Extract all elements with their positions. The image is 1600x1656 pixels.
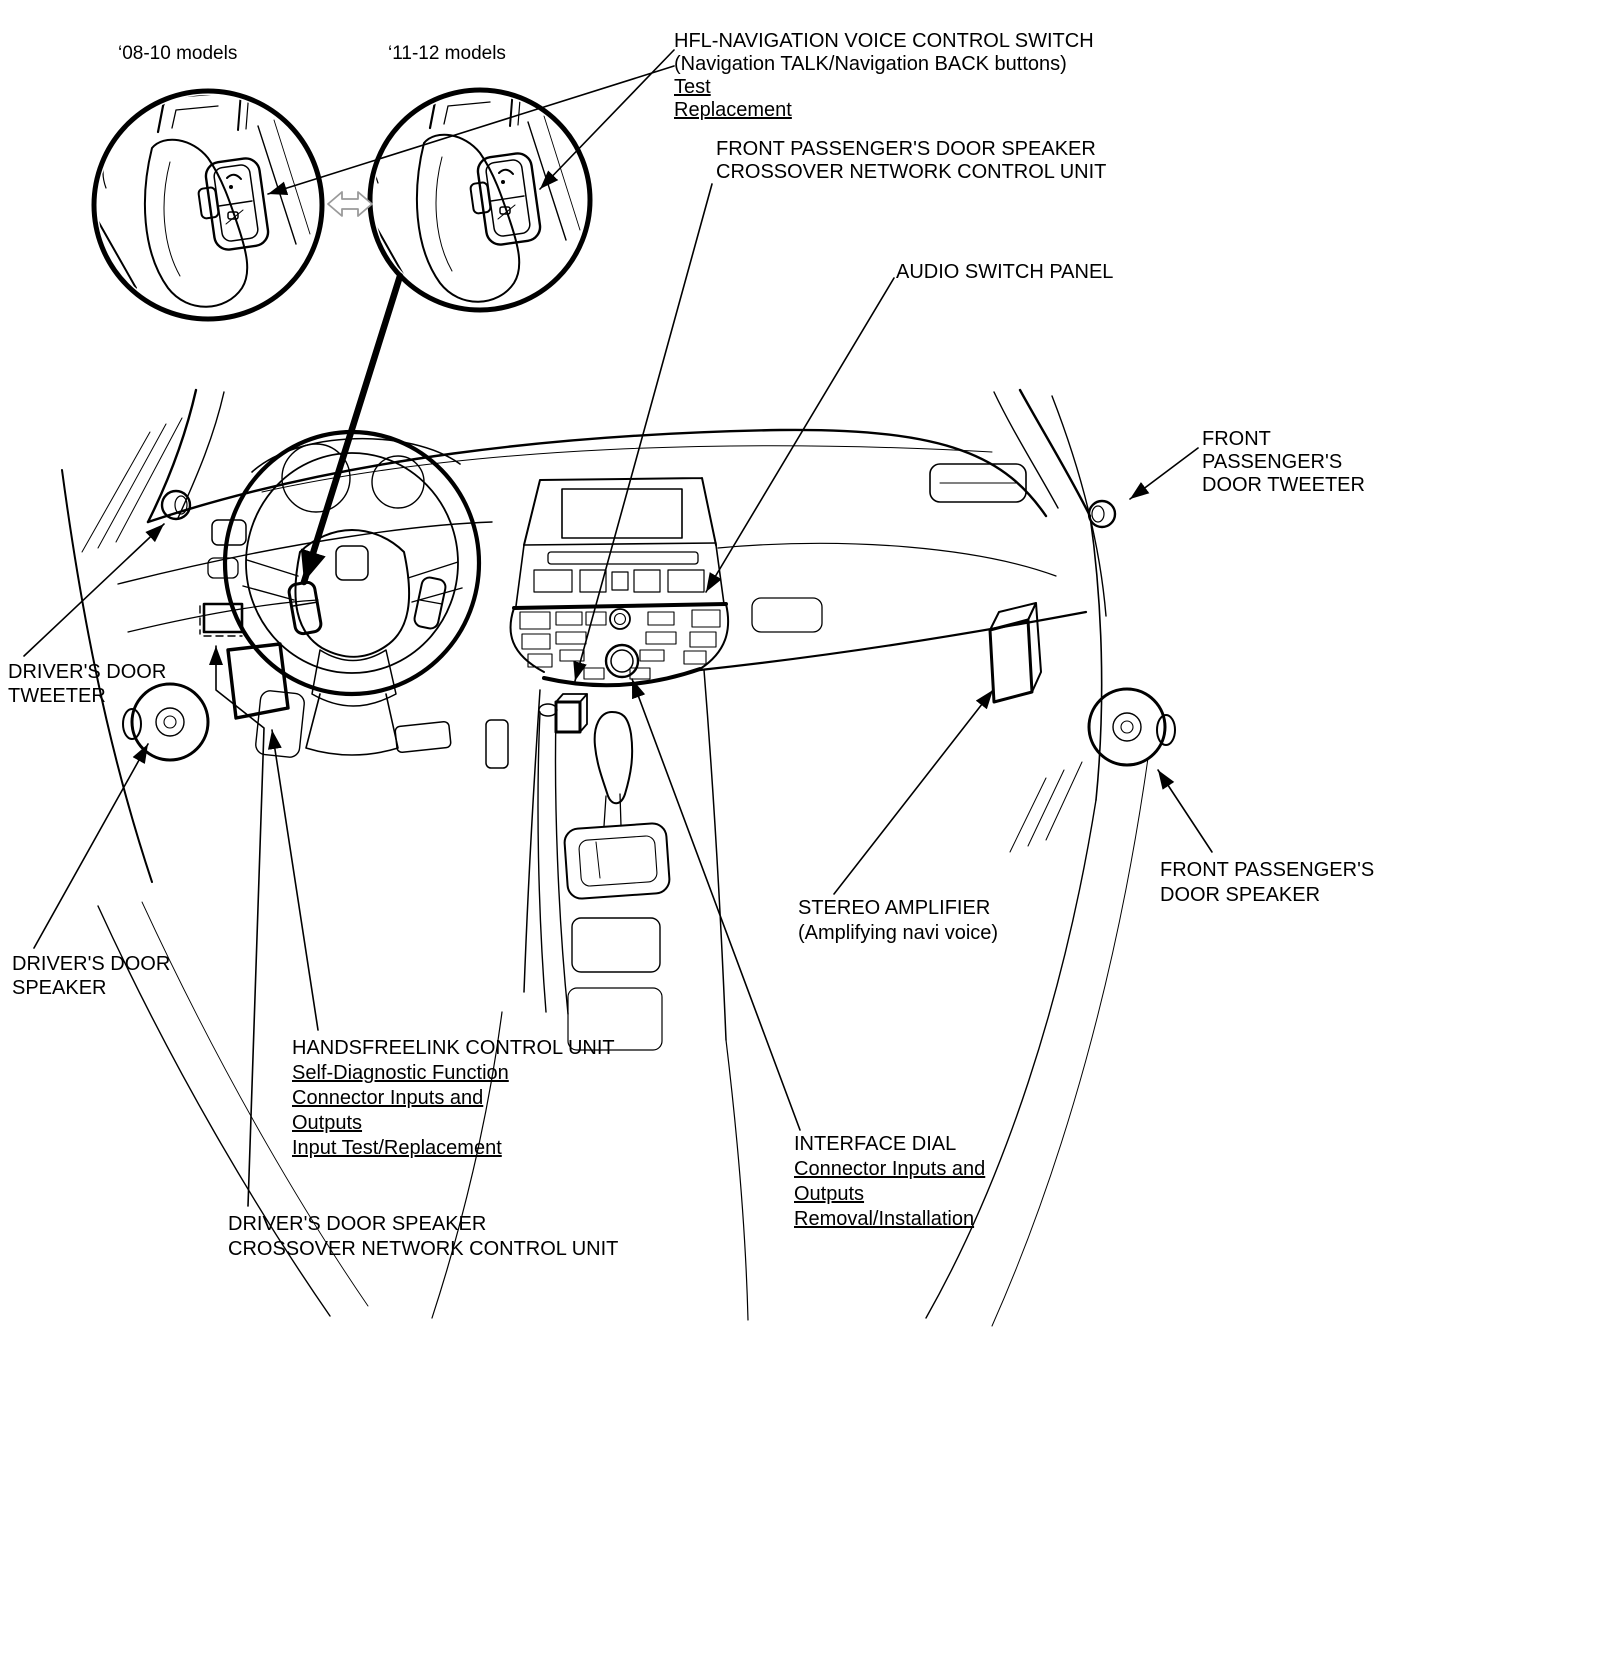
- passenger-dash-vent: [930, 464, 1026, 502]
- audio-switch-panel: [510, 604, 728, 685]
- leader-fp-tweeter: [1130, 448, 1198, 499]
- interface-dial-title: INTERFACE DIAL: [794, 1133, 957, 1155]
- brake-pedal: [395, 721, 451, 753]
- shift-gate: [564, 823, 671, 900]
- fp-crossover-network-control-unit-box: [556, 694, 587, 732]
- driver-door-tweeter: [162, 491, 190, 519]
- hfl-label-block: [674, 30, 1094, 122]
- interface-dial: [606, 645, 638, 677]
- dial-link-removal[interactable]: Removal/Installation: [794, 1208, 975, 1230]
- inset-label-1112: ‘11-12 models: [388, 43, 506, 64]
- fp-crossover-label: FRONT PASSENGER'S DOOR SPEAKER CROSSOVER NETWORK CONTROL UNIT: [716, 138, 1107, 183]
- driver-side-components: [123, 491, 288, 760]
- leader-interface-dial: [632, 679, 800, 1130]
- center-stack: [510, 478, 728, 732]
- leader-stereo-amplifier: [834, 690, 993, 894]
- talk-icon: [499, 170, 513, 184]
- inset-label-0810: ‘08-10 models: [118, 43, 238, 64]
- fp-speaker-label: FRONT PASSENGER'S DOOR SPEAKER: [1160, 859, 1375, 906]
- steering-wheel: [225, 432, 479, 755]
- leader-hfl-to-1112-inset: [540, 50, 674, 189]
- console-tray: [572, 918, 660, 972]
- interface-dial-label-block: [794, 1132, 985, 1232]
- passenger-side-components: [990, 501, 1175, 765]
- audio-switch-panel-label: AUDIO SWITCH PANEL: [896, 261, 1114, 283]
- voice-switch-0810: [198, 157, 270, 252]
- accelerator-pedal: [486, 720, 508, 768]
- handsfreelink-label-block: [292, 1036, 615, 1161]
- stereo-amplifier-label: STEREO AMPLIFIER (Amplifying navi voice): [798, 897, 999, 944]
- hfl-title: HFL-NAVIGATION VOICE CONTROL SWITCH: [674, 30, 1094, 52]
- double-arrow-icon: [328, 192, 372, 216]
- knee-panel: [255, 690, 305, 758]
- hfl-link-connector-inputs[interactable]: Connector Inputs and: [292, 1087, 484, 1109]
- dial-link-outputs[interactable]: Outputs: [794, 1183, 865, 1205]
- hfl-subtitle: (Navigation TALK/Navigation BACK buttons): [674, 53, 1067, 75]
- hfl-link-replacement[interactable]: Replacement: [674, 99, 792, 121]
- vent-cd-buttons: [534, 570, 704, 592]
- talk-icon: [227, 175, 241, 189]
- driver-tweeter-label: DRIVER'S DOOR TWEETER: [8, 661, 167, 707]
- inset-08-10-steering-closeup: [94, 91, 322, 319]
- hfl-link-test[interactable]: Test: [674, 76, 711, 98]
- leader-driver-tweeter: [24, 524, 164, 656]
- dash-pocket: [752, 598, 822, 632]
- leader-driver-speaker: [34, 744, 148, 948]
- handsfreelink-title: HANDSFREELINK CONTROL UNIT: [292, 1037, 615, 1059]
- back-icon: [498, 205, 515, 219]
- hfl-link-self-diagnostic[interactable]: Self-Diagnostic Function: [292, 1062, 509, 1084]
- stereo-amplifier-box: [990, 603, 1041, 702]
- dial-link-connector-inputs[interactable]: Connector Inputs and: [794, 1158, 986, 1180]
- steering-badge: [336, 546, 368, 580]
- leader-audio-switch-panel: [706, 278, 894, 592]
- center-console: [524, 670, 726, 1050]
- inset-circle-0810: [94, 91, 322, 319]
- voice-switch-1112: [470, 152, 542, 247]
- hfl-link-outputs[interactable]: Outputs: [292, 1112, 363, 1134]
- fp-tweeter-label: FRONT PASSENGER'S DOOR TWEETER: [1202, 428, 1365, 496]
- audio-knob: [610, 609, 630, 629]
- back-icon: [226, 210, 243, 224]
- hfl-navigation-voice-control-switch: [288, 581, 322, 635]
- hfl-link-input-test[interactable]: Input Test/Replacement: [292, 1137, 502, 1159]
- driver-speaker-label: DRIVER'S DOOR SPEAKER: [12, 953, 171, 999]
- leader-hfl-to-0810-inset: [268, 66, 674, 194]
- shift-lever: [595, 712, 633, 826]
- fp-door-tweeter: [1089, 501, 1115, 527]
- leader-handsfreelink: [272, 730, 318, 1030]
- driver-crossover-label: DRIVER'S DOOR SPEAKER CROSSOVER NETWORK CONTROL UNIT: [228, 1213, 619, 1260]
- fp-door-speaker: [1089, 689, 1175, 765]
- leader-fp-speaker: [1158, 770, 1212, 852]
